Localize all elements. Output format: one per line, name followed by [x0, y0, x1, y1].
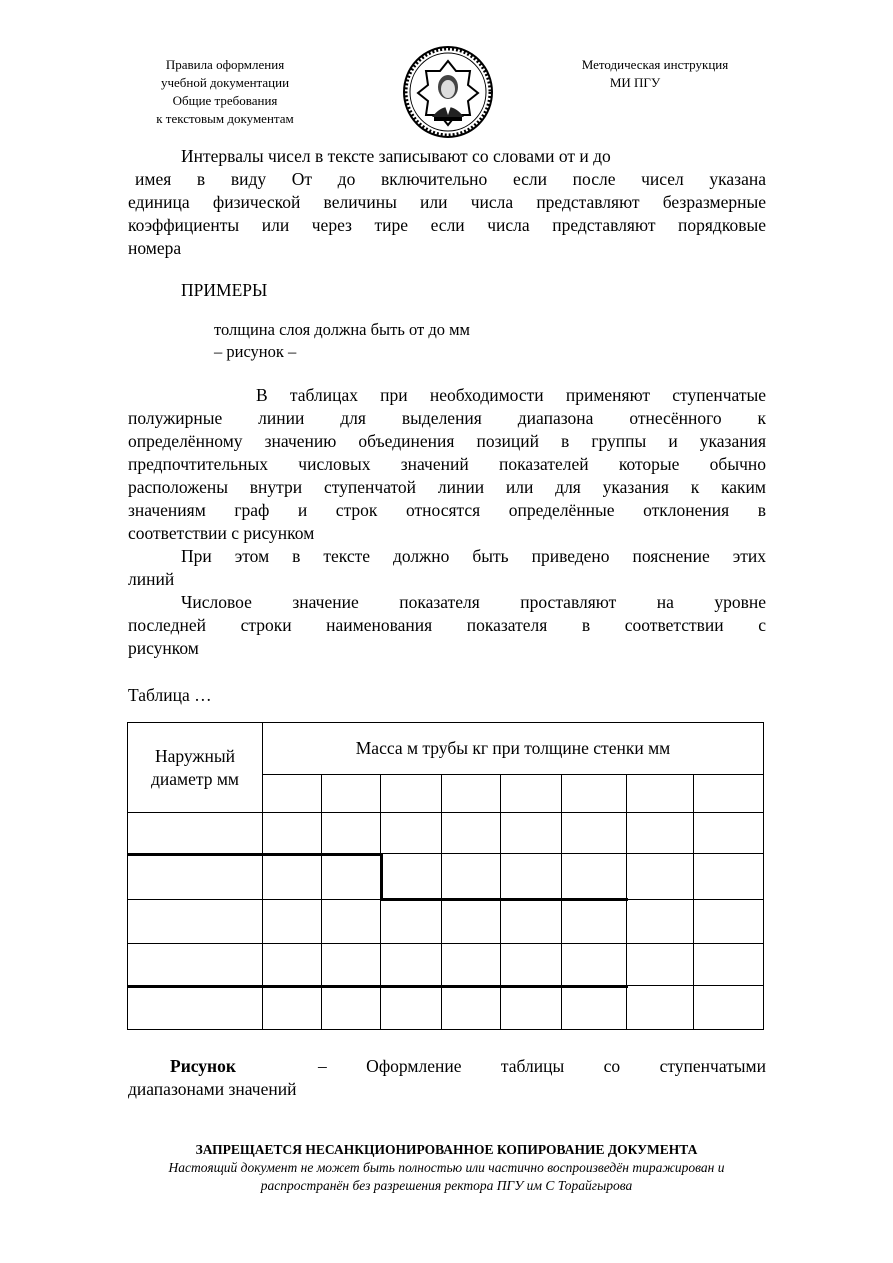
header-left-line: Правила оформления [165, 57, 285, 72]
text-line: Числовое значение показателя проставляют на уровне [181, 592, 766, 612]
table-row [128, 854, 764, 900]
header-left-line: учебной документации [160, 75, 290, 90]
table-cell [627, 775, 694, 813]
table-cell [381, 775, 442, 813]
table-cell [694, 775, 764, 813]
table-cell [562, 944, 627, 986]
table-cell [442, 813, 501, 854]
university-seal-icon [402, 45, 494, 140]
header-cell-mass: Масса м трубы кг при толщине стенки мм [263, 723, 764, 775]
table-cell [562, 813, 627, 854]
text-line: полужирные линии для выделения диапазона отнесённого к [128, 408, 766, 428]
header-right-line: МИ ПГУ [609, 75, 661, 90]
text-line: коэффициенты или через тире если числа представляют порядковые [128, 215, 766, 235]
table-cell [381, 854, 442, 900]
table-cell [442, 775, 501, 813]
text-line: В таблицах при необходимости применяют ступенчатые [256, 385, 766, 405]
table-cell [562, 986, 627, 1030]
table-cell [322, 775, 381, 813]
text-line: единица физической величины или числа представляют безразмерные [128, 192, 766, 212]
table-cell [562, 900, 627, 944]
footer-line: распространён без разрешения ректора ПГУ им С Торайгырова [260, 1178, 633, 1193]
table-cell [442, 854, 501, 900]
table-row [128, 900, 764, 944]
header-right [560, 56, 750, 92]
footer-title: ЗАПРЕЩАЕТСЯ НЕСАНКЦИОНИРОВАННОЕ КОПИРОВАНИЕ ДОКУМЕНТА [195, 1142, 698, 1157]
text-line: соответствии с рисунком [128, 523, 315, 543]
text-line: номера [128, 238, 182, 258]
text-line: Интервалы чисел в тексте записывают со словами от и до [181, 146, 611, 166]
table-cell [442, 944, 501, 986]
header-left-line: к текстовым документам [156, 111, 294, 126]
figure-caption-label: Рисунок [170, 1056, 236, 1076]
header-cell-line: Наружный [154, 746, 236, 766]
stepped-line-segment [380, 898, 628, 901]
text-line: определённому значению объединения позиций в группы и указания [128, 431, 766, 451]
table-cell [263, 813, 322, 854]
header-left-line: Общие требования [172, 93, 278, 108]
table-cell [128, 944, 263, 986]
table-cell [442, 900, 501, 944]
table-cell [263, 900, 322, 944]
table-cell [627, 813, 694, 854]
table-cell [322, 854, 381, 900]
stepped-line-segment [127, 985, 628, 988]
table-row [128, 986, 764, 1030]
table-cell [694, 944, 764, 986]
text-line: линий [128, 569, 175, 589]
table-cell [128, 900, 263, 944]
table-cell [562, 775, 627, 813]
text-line: значениям граф и строк относятся определённые отклонения в [128, 500, 766, 520]
table-cell [381, 813, 442, 854]
table-cell [128, 854, 263, 900]
table-cell [501, 986, 562, 1030]
table-cell [694, 854, 764, 900]
text-line: рисунком [128, 638, 199, 658]
text-line: предпочтительных числовых значений показателей которые обычно [128, 454, 766, 474]
header-right-line: Методическая инструкция [581, 57, 729, 72]
table-cell [442, 986, 501, 1030]
table-cell [501, 900, 562, 944]
table-cell [694, 900, 764, 944]
text-line: имея в виду От до включительно если после чисел указана [135, 169, 766, 189]
table-caption: Таблица … [128, 685, 212, 705]
table-cell [627, 900, 694, 944]
table-row [128, 813, 764, 854]
table-cell [627, 854, 694, 900]
table-cell [381, 900, 442, 944]
table-cell [381, 944, 442, 986]
example-line: толщина слоя должна быть от до мм [214, 320, 470, 339]
table-cell [263, 986, 322, 1030]
table-cell [627, 944, 694, 986]
table-cell [694, 813, 764, 854]
table-cell [501, 775, 562, 813]
table-cell [322, 813, 381, 854]
table-row [128, 944, 764, 986]
stepped-line-segment [380, 853, 383, 901]
table-cell [322, 944, 381, 986]
text-line: расположены внутри ступенчатой линии или для указания к каким [128, 477, 766, 497]
stepped-line-segment [127, 853, 382, 856]
table-cell [128, 986, 263, 1030]
table-cell [263, 854, 322, 900]
table-cell [694, 986, 764, 1030]
table-cell [562, 854, 627, 900]
header-cell-diameter [128, 723, 263, 813]
table-cell [263, 944, 322, 986]
table-cell [128, 813, 263, 854]
figure-caption-text: – Оформление таблицы со ступенчатыми [318, 1056, 766, 1076]
table-cell [322, 900, 381, 944]
table-cell [501, 854, 562, 900]
table-cell [501, 813, 562, 854]
footer-line: Настоящий документ не может быть полностью или частично воспроизведён тиражирован и [168, 1160, 725, 1175]
examples-heading: ПРИМЕРЫ [181, 280, 268, 300]
header-left [130, 56, 320, 128]
table-cell [263, 775, 322, 813]
text-line: последней строки наименования показателя в соответствии с [128, 615, 766, 635]
header-cell-line: диаметр мм [150, 769, 239, 789]
table-cell [381, 986, 442, 1030]
figure-caption-text: диапазонами значений [128, 1079, 297, 1099]
text-line: При этом в тексте должно быть приведено пояснение этих [181, 546, 766, 566]
stepped-table [127, 722, 764, 1030]
table-cell [322, 986, 381, 1030]
table-cell [627, 986, 694, 1030]
example-line: – рисунок – [214, 342, 297, 361]
table-cell [501, 944, 562, 986]
